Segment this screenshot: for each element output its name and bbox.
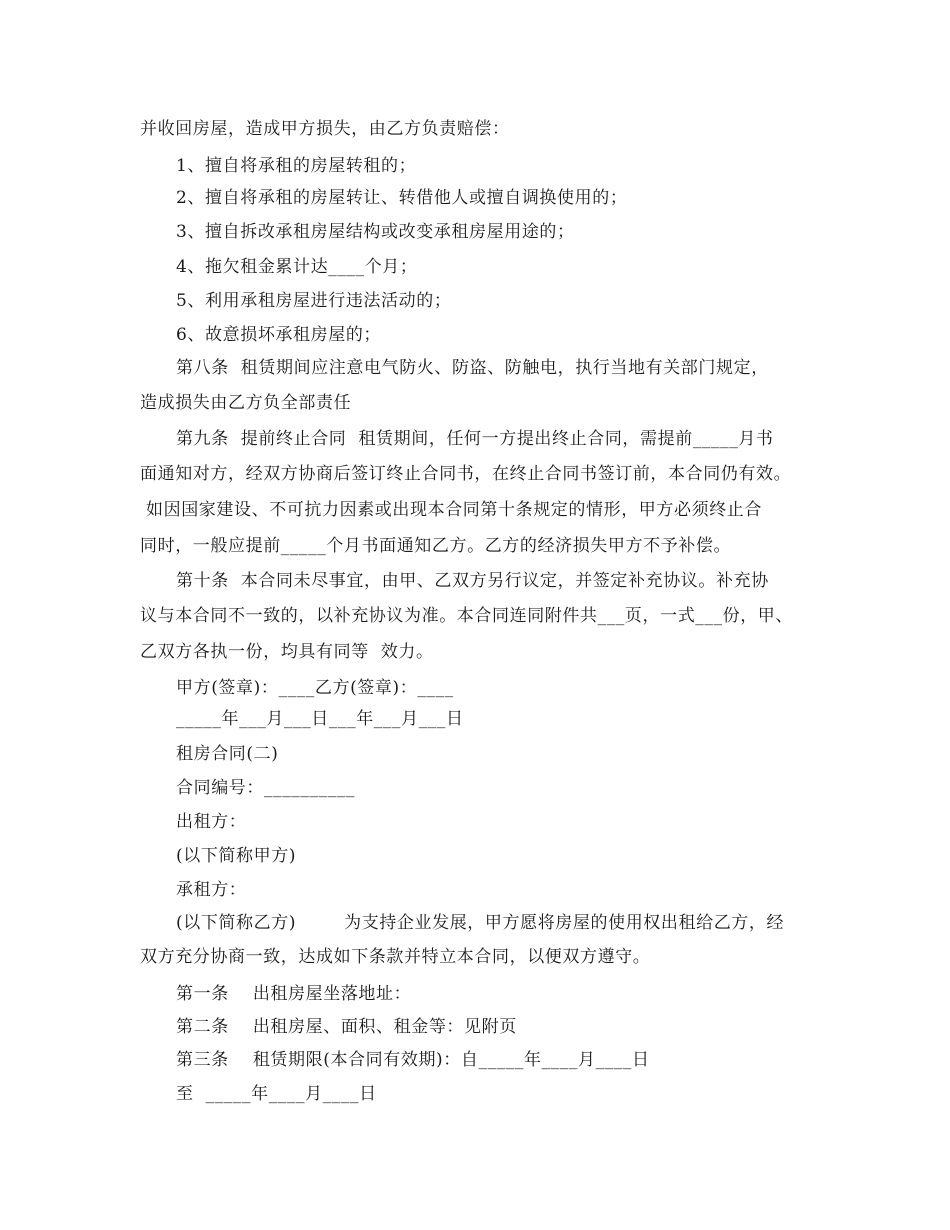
list-item: 5、利用承租房屋进行违法活动的； <box>176 291 452 311</box>
contract-number: 合同编号：__________ <box>176 778 355 798</box>
text-line: 议与本合同不一致的，以补充协议为准。本合同连同附件共___页，一式___份，甲、 <box>140 606 793 626</box>
section-title: 租房合同(二) <box>176 744 279 764</box>
text-line: 乙双方各执一份，均具有同等 效力。 <box>140 642 434 662</box>
text-line: 造成损失由乙方负全部责任 <box>140 393 352 413</box>
clause-2: 第二条 出租房屋、面积、租金等：见附页 <box>176 1017 517 1037</box>
lessee-label: 承租方： <box>176 880 247 900</box>
date-line: _____年___月___日___年___月___日 <box>176 709 464 729</box>
text-line: 同时，一般应提前_____个月书面通知乙方。乙方的经济损失甲方不予补偿。 <box>140 536 732 556</box>
lessor-label: 出租方： <box>176 812 247 832</box>
clause-3: 第三条 租赁期限(本合同有效期)：自_____年____月____日 <box>176 1050 650 1070</box>
clause-9: 第九条 提前终止合同 租赁期间，任何一方提出终止合同，需提前_____月书 <box>176 429 774 449</box>
list-item: 4、拖欠租金累计达____个月； <box>176 257 418 277</box>
lessor-alias: (以下简称甲方) <box>176 846 297 866</box>
text-line: 如因国家建设、不可抗力因素或出现本合同第十条规定的情形，甲方必须终止合 <box>140 500 763 520</box>
clause-10: 第十条 本合同未尽事宜，由甲、乙双方另行议定，并签定补充协议。补充协 <box>176 571 769 591</box>
list-item: 1、擅自将承租的房屋转租的； <box>176 156 417 176</box>
signature-line: 甲方(签章)：____乙方(签章)：____ <box>176 678 454 698</box>
list-item: 3、擅自拆改承租房屋结构或改变承租房屋用途的； <box>176 222 575 242</box>
text-line: 面通知对方，经双方协商后签订终止合同书，在终止合同书签订前，本合同仍有效。 <box>140 464 792 484</box>
clause-1: 第一条 出租房屋坐落地址： <box>176 984 412 1004</box>
list-item: 2、擅自将承租的房屋转让、转借他人或擅自调换使用的； <box>176 188 628 208</box>
text-line: 并收回房屋，造成甲方损失，由乙方负责赔偿： <box>140 119 510 139</box>
list-item: 6、故意损坏承租房屋的； <box>176 325 382 345</box>
text-line: 双方充分协商一致，达成如下条款并特立本合同，以便双方遵守。 <box>140 947 651 967</box>
clause-8: 第八条 租赁期间应注意电气防火、防盗、防触电，执行当地有关部门规定， <box>176 358 769 378</box>
lessee-alias: (以下简称乙方) 为支持企业发展，甲方愿将房屋的使用权出租给乙方，经 <box>176 913 785 933</box>
term-end-date: 至 _____年____月____日 <box>176 1084 377 1104</box>
